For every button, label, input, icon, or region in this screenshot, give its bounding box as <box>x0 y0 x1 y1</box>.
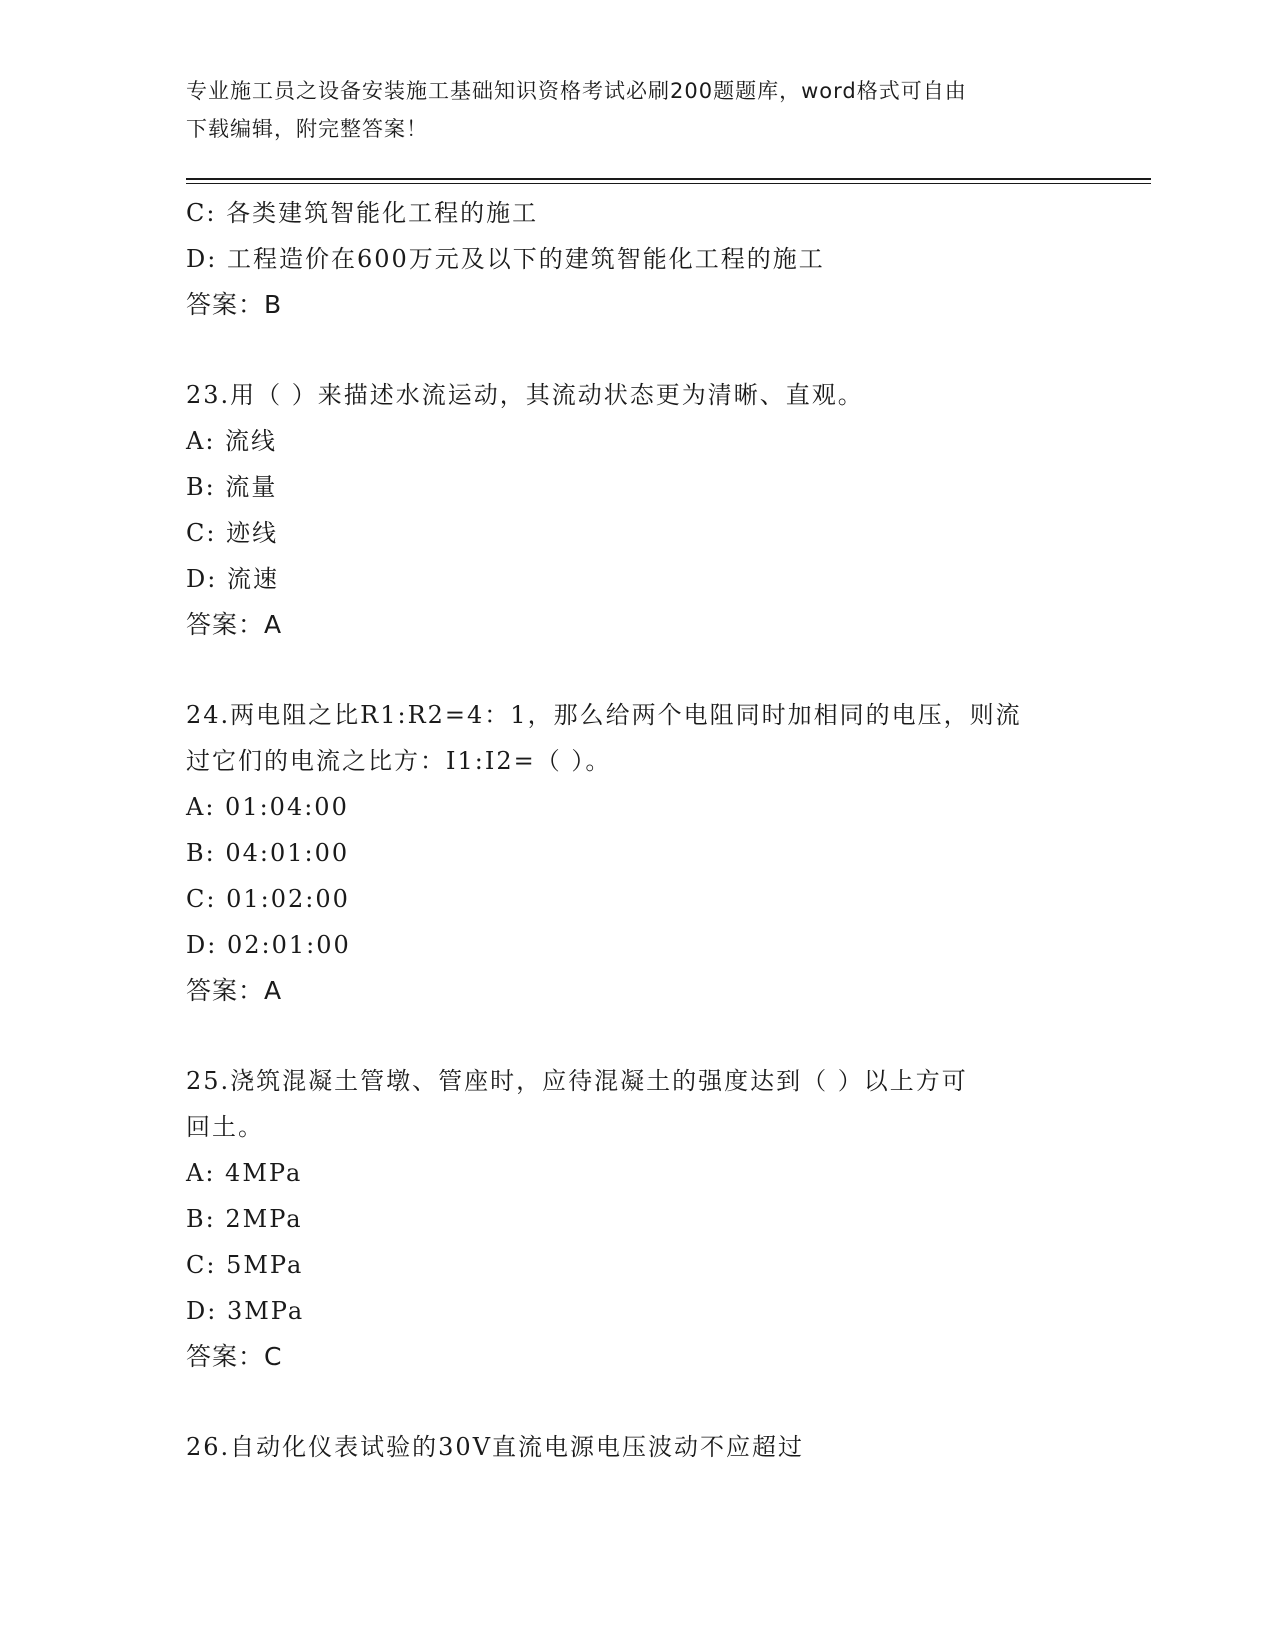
option-a: A: 4MPa <box>186 1159 303 1187</box>
header-title-line-2: 下载编辑，附完整答案！ <box>186 117 428 141</box>
question-stem-line-1: 24.两电阻之比R1:R2=4：1，那么给两个电阻同时加相同的电压，则流 <box>186 701 1022 729</box>
option-d: D: 流速 <box>186 565 279 593</box>
spacer <box>186 328 1086 372</box>
answer: 答案：A <box>186 976 283 1005</box>
option-a: A: 流线 <box>186 427 278 455</box>
question-22-continued <box>186 190 1086 328</box>
question-stem: 26.自动化仪表试验的30V直流电源电压波动不应超过 <box>186 1433 805 1461</box>
question-stem-line-2: 回土。 <box>186 1113 264 1141</box>
answer: 答案：C <box>186 1342 283 1371</box>
option-c: C: 各类建筑智能化工程的施工 <box>186 199 539 227</box>
document-header <box>186 72 1066 148</box>
header-divider-thin <box>186 183 1151 184</box>
spacer <box>186 1380 1086 1424</box>
option-d: D: 工程造价在600万元及以下的建筑智能化工程的施工 <box>186 245 825 273</box>
option-b: B: 04:01:00 <box>186 839 350 867</box>
option-d: D: 02:01:00 <box>186 931 351 959</box>
question-stem-line-2: 过它们的电流之比方：I1:I2=（ ）。 <box>186 747 612 775</box>
header-title-line-1: 专业施工员之设备安装施工基础知识资格考试必刷200题题库，word格式可自由 <box>186 79 967 103</box>
option-d: D: 3MPa <box>186 1297 305 1325</box>
question-25 <box>186 1058 1086 1380</box>
option-a: A: 01:04:00 <box>186 793 349 821</box>
question-list <box>186 190 1086 1470</box>
header-divider-thick <box>186 178 1151 180</box>
question-stem-line-1: 25.浇筑混凝土管墩、管座时，应待混凝土的强度达到（ ）以上方可 <box>186 1067 968 1095</box>
question-23 <box>186 372 1086 648</box>
answer: 答案：A <box>186 610 283 639</box>
question-26 <box>186 1424 1086 1470</box>
option-c: C: 迹线 <box>186 519 279 547</box>
option-b: B: 流量 <box>186 473 278 501</box>
question-stem: 23.用（ ）来描述水流运动，其流动状态更为清晰、直观。 <box>186 381 864 409</box>
spacer <box>186 1014 1086 1058</box>
answer: 答案：B <box>186 290 283 319</box>
option-c: C: 01:02:00 <box>186 885 350 913</box>
option-b: B: 2MPa <box>186 1205 303 1233</box>
option-c: C: 5MPa <box>186 1251 304 1279</box>
question-24 <box>186 692 1086 1014</box>
spacer <box>186 648 1086 692</box>
